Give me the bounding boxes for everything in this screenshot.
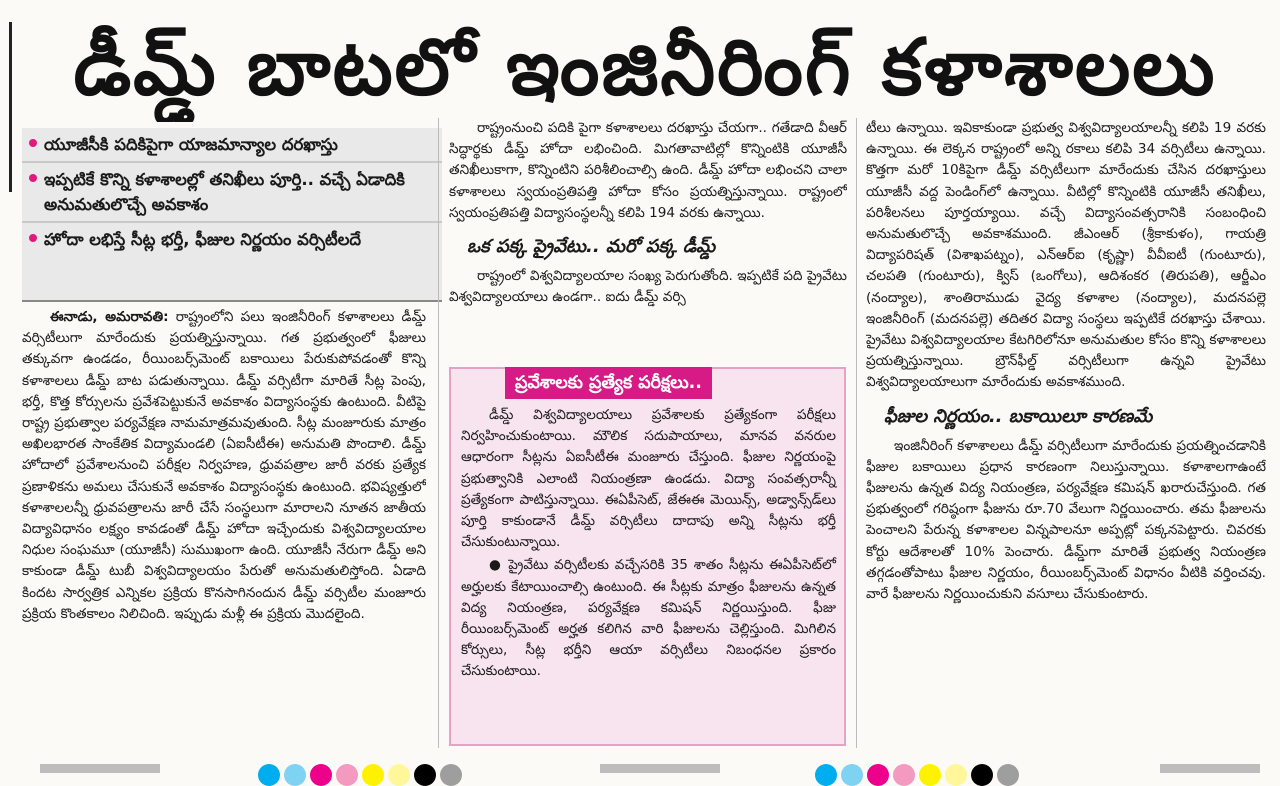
highlight-item [22, 163, 442, 223]
subheading: ఒక పక్క ప్రైవేటు.. మరో పక్క డీమ్డ్ [467, 236, 716, 258]
registration-mark-icon [815, 764, 837, 786]
highlight-item [22, 128, 442, 163]
body-paragraph [22, 307, 426, 625]
column-divider [856, 118, 857, 748]
subheading: ఫీజుల నిర్ణయం.. బకాయిలూ కారణమే [884, 405, 1153, 427]
registration-marks [258, 764, 466, 773]
bullet-dot-icon [29, 174, 37, 182]
column-3 [866, 118, 1266, 758]
highlight-text: హోదా లభిస్తే సీట్ల భర్తీ, ఫీజుల నిర్ణయం వర్సిటీలదే [44, 230, 362, 249]
headline: డీమ్డ్ బాటలో ఇంజినీరింగ్ కళాశాలలు [73, 23, 1217, 113]
registration-mark-icon [388, 764, 410, 786]
highlight-item [22, 223, 442, 256]
column-1 [22, 307, 426, 747]
registration-mark-icon [310, 764, 332, 786]
body-paragraph: ఇంజినీరింగ్ కళాశాలలు డీమ్డ్ వర్సిటీలుగా మారేందుకు ప్రయత్నించడానికి ఫీజుల బకాయిలు ప్రధాన కారణంగా నిలుస్తున్నాయి. కళాశాలగాఉంటే ఫీజులను ఉన్నత విద్య నియంత్రణ, పర్యవేక్షణ కమిషన్ ఖరారుచేస్తుంది. గత ప్రభుత్వంలో గరిష్ఠంగా ఫీజును రూ.70 వేలుగా నిర్ణయించారు. తమ ఫీజులను పెంచాలని పేరున్న కళాశాలల విన్నపాలనూ అప్పట్లో పక్కనపెట్టారు. చివరకు కోర్టు ఆదేశాలతో 10% పెంచారు. డీమ్డ్‌గా మారితే ప్రభుత్వ నియంత్రణ తగ్గడంతోపాటు ఫీజుల నిర్ణయం, రీయింబర్స్‌మెంట్ విధానం వీటికి వర్తించవు. వారే ఫీజులను నిర్ణయించుకుని వసూలు చేసుకుంటారు. [866, 437, 1266, 603]
dateline: ఈనాడు, అమరావతి: [50, 309, 169, 325]
registration-mark-icon [284, 764, 306, 786]
sidebar-box-body [461, 405, 836, 683]
registration-mark-icon [440, 764, 462, 786]
body-paragraph: డీమ్డ్ విశ్వవిద్యాలయాలు ప్రవేశాలకు ప్రత్యేకంగా పరీక్షలు నిర్వహించుకుంటాయి. మౌలిక సదుపాయాలు, మానవ వనరుల ఆధారంగా సీట్లను ఏఐసీటీఈ మంజూరు చేస్తుంది. ఫీజుల నిర్ణయంపై ప్రభుత్వానికి ఎలాంటి నియంత్రణా ఉండదు. విద్యా సంవత్సరాన్నీ ప్రత్యేకంగా పాటిస్తున్నాయి. ఈఏపీసెట్, జేఈఈ మెయిన్స్, అడ్వాన్స్‌డ్‌లు పూర్తి కాకుండానే డీమ్డ్ వర్సిటీలు దాదాపు అన్ని సీట్లను భర్తీ చేసుకుంటున్నాయి. [461, 407, 836, 551]
highlights-box [22, 128, 442, 302]
registration-mark-icon [997, 764, 1019, 786]
registration-mark-icon [945, 764, 967, 786]
body-text: రాష్ట్రంలోని పలు ఇంజినీరింగ్ కళాశాలలు డీమ్డ్ వర్సిటీలుగా మారేందుకు ప్రయత్నిస్తున్నాయి. గత ప్రభుత్వంలో ఫీజులు తక్కువగా ఉండడం, రీయింబర్స్‌మెంట్ బకాయిలు పేరుకుపోవడంతో కొన్ని కళాశాలలు డీమ్డ్ బాట పడుతున్నాయి. డీమ్డ్ వర్సిటీగా మారితే సీట్ల పెంపు, భర్తీ, కొత్త కోర్సులను ప్రవేశపెట్టుకునే అవకాశం విద్యాసంస్థకు ఉంటుంది. వీటిపై రాష్ట్ర ప్రభుత్వాల పర్యవేక్షణ నామమాత్రమవుతుంది. సీట్ల మంజూరుకు మాత్రం అఖిలభారత సాంకేతిక విద్యామండలి (ఏఐసీటీఈ) అనుమతి పొందాలి. డీమ్డ్ హోదాలో ప్రవేశాలనుంచి పరీక్షల నిర్వహణ, ధ్రువపత్రాల జారీ వరకు ప్రత్యేక ప్రణాళికను అమలు చేసుకునే అవకాశం విద్యాసంస్థకు ఉంటుంది. భవిష్యత్తులో కళాశాలలన్నీ ధ్రువపత్రాలను జారీ చేసే సంస్థలుగా మారాలని నూతన జాతీయ విద్యావిధానం లక్ష్యం కావడంతో డీమ్డ్ హోదా ఇచ్చేందుకు విశ్వవిద్యాలయాల నిధుల సంఘమూ (యూజీసీ) సుముఖంగా ఉంది. యూజీసీ నేరుగా డీమ్డ్ అని కాకుండా డీమ్డ్ టుబీ విశ్వవిద్యాలయం పేరుతో అనుమతులిస్తోంది. ఏడాది కిందట సార్వత్రిక ఎన్నికల ప్రక్రియ కొనసాగినందున డీమ్డ్ వర్సిటీల మంజూరు ప్రక్రియ కొంతకాలం నిలిచింది. ఇప్పుడు మళ్లీ ఈ ప్రక్రియ మొదలైంది. [22, 309, 426, 622]
body-paragraph: రాష్ట్రంనుంచి పదికి పైగా కళాశాలలు దరఖాస్తు చేయగా.. గతేడాది వీఆర్ సిద్ధార్థకు డీమ్డ్ హోదా లభించింది. మిగతావాటిల్లో కొన్నింటికి యూజీసీ తనిఖీలుకాగా, కొన్నింటిని పరిశీలించాల్సి ఉంది. డీమ్డ్ హోదా లభించని చాలా కళాశాలలు స్వయంప్రతిపత్తి హోదా కోసం ప్రయత్నిస్తున్నాయి. రాష్ట్రంలో స్వయంప్రతిపత్తి విద్యాసంస్థలన్నీ కలిపి 194 వరకు ఉన్నాయి. [449, 120, 847, 221]
registration-mark-icon [919, 764, 941, 786]
highlight-text: యూజీసీకి పదికిపైగా యాజమాన్యాల దరఖాస్తు [44, 135, 338, 154]
sidebar-box [449, 367, 846, 746]
body-paragraph: ● ప్రైవేటు వర్సిటీలకు వచ్చేసరికి 35 శాతం సీట్లను ఈఏపీసెట్‌లో అర్హులకు కేటాయించాల్సి ఉంటుంది. ఈ సీట్లకు మాత్రం ఫీజులను ఉన్నత విద్య నియంత్రణ, పర్యవేక్షణ కమిషన్ నిర్ణయిస్తుంది. ఫీజు రీయింబర్స్‌మెంట్ అర్హత కలిగిన వారి ఫీజులను చెల్లిస్తుంది. మిగిలిన కోర్సులు, సీట్ల భర్తీని ఆయా వర్సిటీలు నిబంధనల ప్రకారం చేసుకుంటాయి. [461, 557, 836, 680]
registration-mark-icon [336, 764, 358, 786]
registration-mark-icon [414, 764, 436, 786]
registration-marks [815, 764, 1023, 773]
left-rule [9, 22, 12, 192]
body-paragraph: రాష్ట్రంలో విశ్వవిద్యాలయాల సంఖ్య పెరుగుతోంది. ఇప్పటికే పది ప్రైవేటు విశ్వవిద్యాలయాలు ఉండగా.. ఐదు డీమ్డ్ వర్సి [449, 268, 847, 306]
body-paragraph: టీలు ఉన్నాయి. ఇవికాకుండా ప్రభుత్వ విశ్వవిద్యాలయాలన్నీ కలిపి 19 వరకు ఉన్నాయి. ఈ లెక్కన రాష్ట్రంలో అన్ని రకాలు కలిపి 34 వర్సిటీలు ఉన్నాయి. కొత్తగా మరో 10కిపైగా డీమ్డ్ వర్సిటీలుగా మారేందుకు చేసిన దరఖాస్తులు యూజీసీ వద్ద పెండింగ్‌లో ఉన్నాయి. వీటిల్లో కొన్నింటికి యూజీసీ తనిఖీలు, పరిశీలనలు పూర్తయ్యాయి. వచ్చే విద్యాసంవత్సరానికి సంబంధించి అనుమతులొచ్చే అవకాశముంది. జీఎంఆర్ (శ్రీకాకుళం), గాయత్రి విద్యాపరిషత్ (విశాఖపట్నం), ఎన్ఆర్ఐ (కృష్ణా) వీవీఐటీ (గుంటూరు), చలపతి (గుంటూరు), క్విస్ (ఒంగోలు), ఆదిశంకర (తిరుపతి), ఆర్జీఎం (నంద్యాల), శాంతిరాముడు వైద్య కళాశాల (నంద్యాల), మదనపల్లె ఇంజినీరింగ్ (మదనపల్లె) తదితర విద్యా సంస్థలు ఇప్పటికే దరఖాస్తు చేశాయి. ప్రైవేటు విశ్వవిద్యాలయాల కేటగిరిలోనూ అనుమతుల కోసం కొన్ని కళాశాలలు ప్రయత్నిస్తున్నాయి. బ్రౌన్‌ఫీల్డ్ వర్సిటీలుగా ఉన్నవి ప్రైవేటు విశ్వవిద్యాలయాలుగా మారేందుకు అవకాశముంది. [866, 120, 1266, 391]
bullet-dot-icon [29, 234, 37, 242]
registration-mark-icon [362, 764, 384, 786]
print-margin-bar [1160, 764, 1260, 773]
bullet-dot-icon [29, 139, 37, 147]
print-margin-bar [600, 764, 720, 773]
registration-mark-icon [867, 764, 889, 786]
registration-mark-icon [893, 764, 915, 786]
column-divider [438, 118, 439, 748]
registration-mark-icon [258, 764, 280, 786]
registration-mark-icon [841, 764, 863, 786]
highlight-text: ఇప్పటికే కొన్ని కళాశాలల్లో తనిఖీలు పూర్తి.. వచ్చే ఏడాదికి అనుమతులొచ్చే అవకాశం [44, 170, 405, 214]
print-margin-bar [40, 764, 160, 773]
sidebar-box-title: ప్రవేశాలకు ప్రత్యేక పరీక్షలు.. [505, 367, 712, 399]
registration-mark-icon [971, 764, 993, 786]
